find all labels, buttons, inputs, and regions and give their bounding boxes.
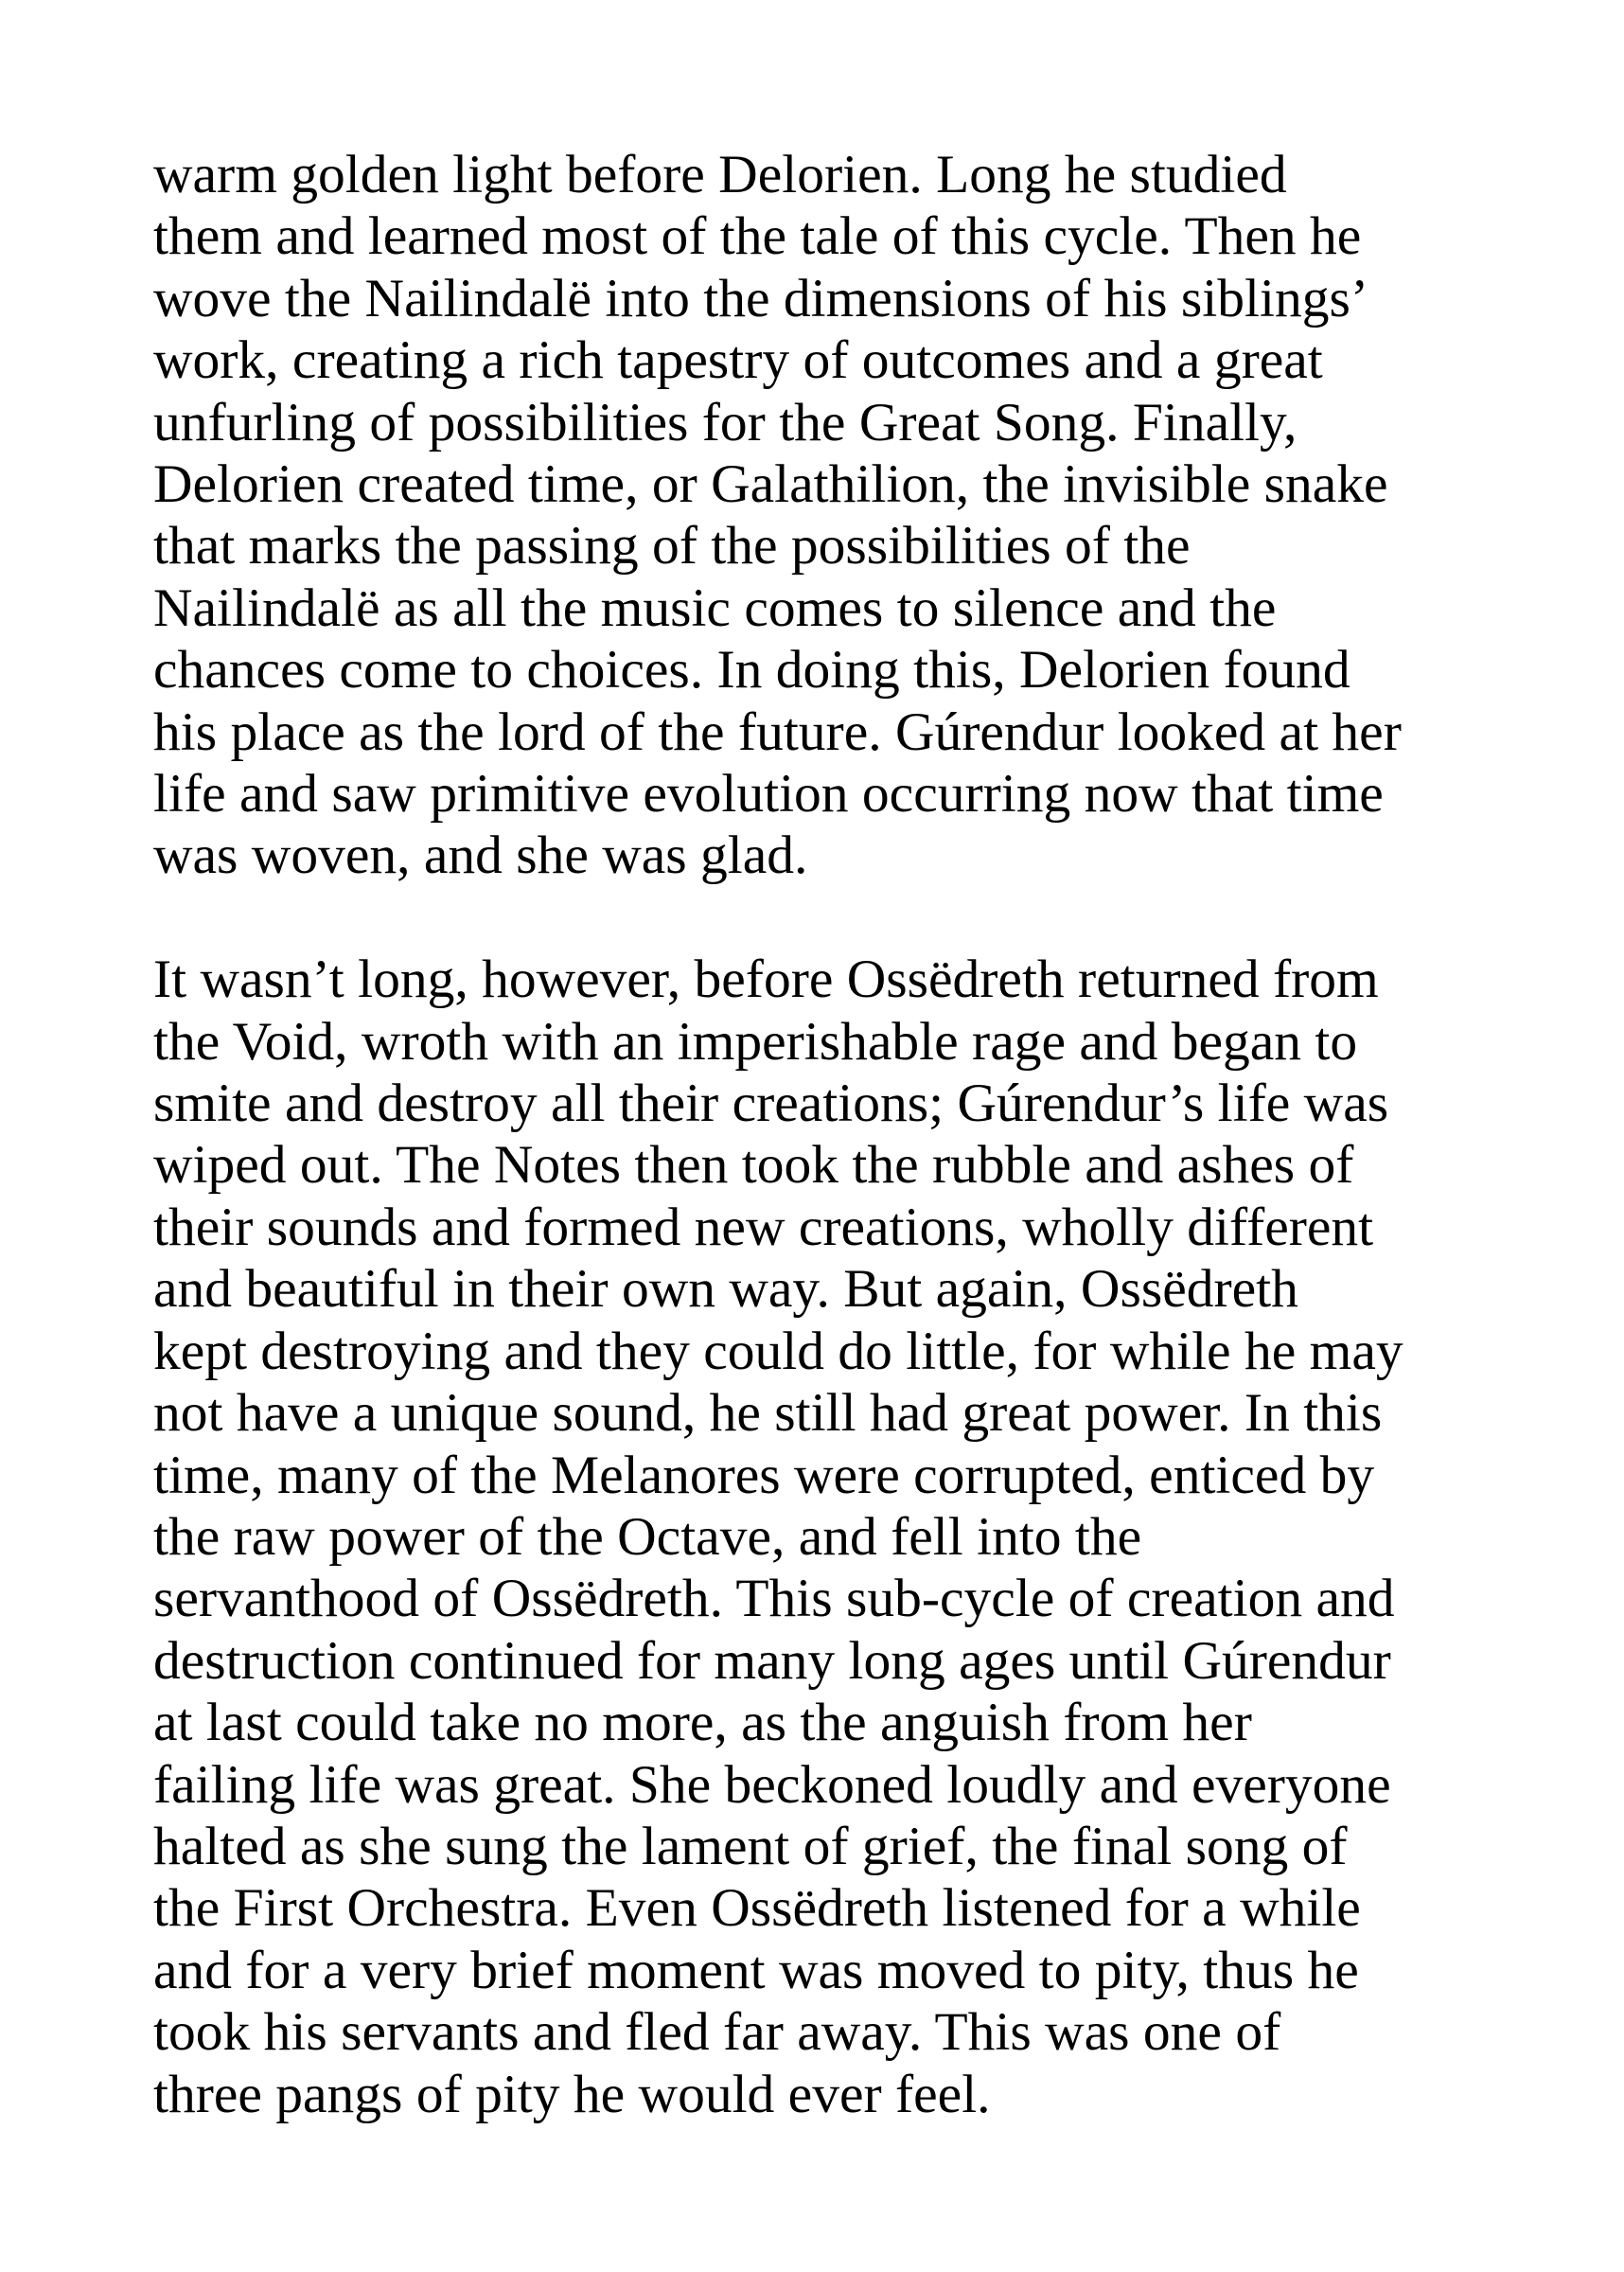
text-line: not have a unique sound, he still had great power. In this — [153, 1383, 1383, 1444]
text-line: the Void, wroth with an imperishable rage and began to — [153, 1011, 1358, 1072]
text-line: work, creating a rich tapestry of outcomes and a great — [153, 330, 1323, 391]
text-line: took his servants and fled far away. This was one of — [153, 2002, 1281, 2063]
paragraph — [153, 949, 1567, 2125]
text-line: was woven, and she was glad. — [153, 825, 808, 886]
text-line: halted as she sung the lament of grief, the final song of — [153, 1816, 1348, 1876]
text-line: Nailindalë as all the music comes to silence and the — [153, 577, 1277, 638]
text-line: time, many of the Melanores were corrupted, enticed by — [153, 1445, 1375, 1505]
text-line: that marks the passing of the possibilities of the — [153, 516, 1191, 577]
text-line: his place as the lord of the future. Gúrendur looked at her — [153, 701, 1402, 762]
text-line: and for a very brief moment was moved to pity, thus he — [153, 1940, 1359, 2000]
text-line: wove the Nailindalë into the dimensions of his siblings’ — [153, 268, 1369, 328]
text-line: unfurling of possibilities for the Great Song. Finally, — [153, 392, 1297, 453]
text-line: It wasn’t long, however, before Ossëdreth returned from — [153, 950, 1379, 1010]
text-line: at last could take no more, as the anguish from her — [153, 1693, 1252, 1753]
text-line: three pangs of pity he would ever feel. — [153, 2064, 991, 2124]
text-line: Delorien created time, or Galathilion, the invisible snake — [153, 454, 1388, 515]
text-line: their sounds and formed new creations, wholly different — [153, 1197, 1374, 1257]
text-line: and beautiful in their own way. But again, Ossëdreth — [153, 1259, 1298, 1320]
text-line: kept destroying and they could do little, for while he may — [153, 1321, 1403, 1381]
text-line: the raw power of the Octave, and fell into the — [153, 1506, 1142, 1567]
paragraph — [153, 144, 1567, 887]
text-line: life and saw primitive evolution occurring now that time — [153, 764, 1384, 825]
text-line: the First Orchestra. Even Ossëdreth listened for a while — [153, 1878, 1361, 1939]
text-line: smite and destroy all their creations; Gúrendur’s life was — [153, 1074, 1389, 1134]
text-line: them and learned most of the tale of this cycle. Then he — [153, 206, 1362, 267]
text-line: failing life was great. She beckoned loudly and everyone — [153, 1754, 1391, 1815]
paragraph-spacer — [153, 887, 1567, 949]
text-line: chances come to choices. In doing this, Delorien found — [153, 640, 1350, 701]
text-line: wiped out. The Notes then took the rubble and ashes of — [153, 1135, 1354, 1196]
text-line: destruction continued for many long ages until Gúrendur — [153, 1630, 1391, 1691]
text-line: warm golden light before Delorien. Long he studied — [153, 145, 1287, 204]
text-line: servanthood of Ossëdreth. This sub-cycle of creation and — [153, 1569, 1395, 1629]
